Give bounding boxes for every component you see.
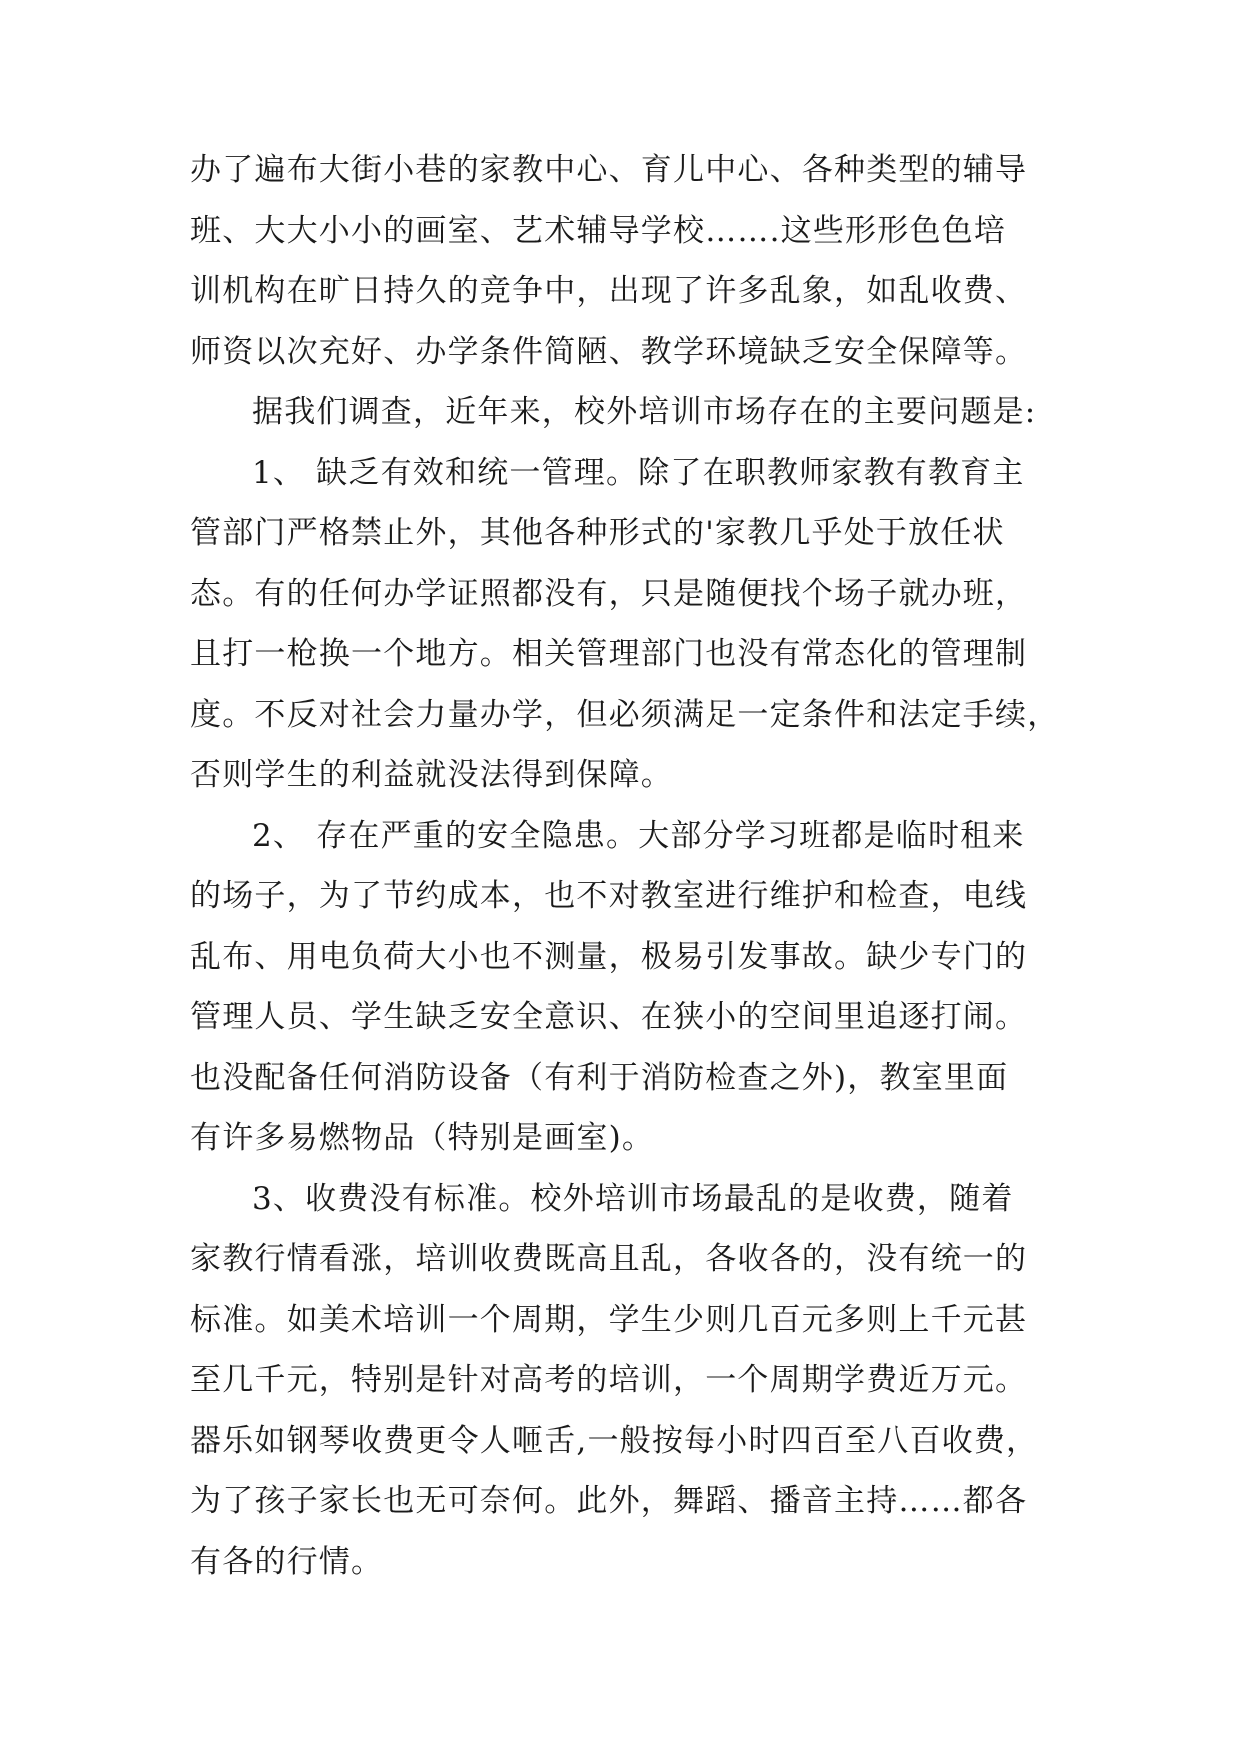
text-line: 态。有的任何办学证照都没有，只是随便找个场子就办班， bbox=[190, 575, 1028, 612]
text-line: 标准。如美术培训一个周期，学生少则几百元多则上千元甚 bbox=[190, 1301, 1028, 1338]
text-line: 否则学生的利益就没法得到保障。 bbox=[190, 757, 673, 793]
text-line: 管部门严格禁止外，其他各种形式的'家教几乎处于放任状 bbox=[190, 515, 1005, 551]
text-line: 家教行情看涨，培训收费既高且乱，各收各的，没有统一的 bbox=[190, 1241, 1028, 1277]
text-line: 1、 缺乏有效和统一管理。除了在职教师家教有教育主 bbox=[252, 454, 1025, 491]
text-line: 师资以次充好、办学条件简陋、教学环境缺乏安全保障等。 bbox=[190, 333, 1028, 370]
text-line: 至几千元，特别是针对高考的培训，一个周期学费近万元。 bbox=[190, 1362, 1028, 1398]
text-line: 有各的行情。 bbox=[190, 1543, 384, 1580]
text-line: 管理人员、学生缺乏安全意识、在狭小的空间里追逐打闹。 bbox=[190, 999, 1028, 1035]
body-text bbox=[190, 140, 1060, 1592]
text-line: 2、 存在严重的安全隐患。大部分学习班都是临时租来 bbox=[252, 817, 1025, 854]
text-line: 有许多易燃物品（特别是画室)。 bbox=[190, 1120, 655, 1156]
text-line: 据我们调查，近年来，校外培训市场存在的主要问题是: bbox=[252, 394, 1037, 430]
text-line: 也没配备任何消防设备（有利于消防检查之外)，教室里面 bbox=[190, 1059, 1009, 1096]
text-line: 的场子，为了节约成本，也不对教室进行维护和检查，电线 bbox=[190, 878, 1028, 914]
text-line: 班、大大小小的画室、艺术辅导学校…….这些形形色色培 bbox=[190, 212, 1007, 249]
text-line: 3、收费没有标准。校外培训市场最乱的是收费，随着 bbox=[252, 1180, 1014, 1217]
text-line: 训机构在旷日持久的竞争中，出现了许多乱象，如乱收费、 bbox=[190, 273, 1028, 309]
text-line: 乱布、用电负荷大小也不测量，极易引发事故。缺少专门的 bbox=[190, 938, 1028, 975]
text-line: 器乐如钢琴收费更令人咂舌,一般按每小时四百至八百收费， bbox=[190, 1422, 1039, 1459]
text-line: 且打一枪换一个地方。相关管理部门也没有常态化的管理制 bbox=[190, 636, 1028, 672]
text-line: 办了遍布大街小巷的家教中心、育儿中心、各种类型的辅导 bbox=[190, 152, 1028, 188]
text-line: 度。不反对社会力量办学，但必须满足一定条件和法定手续， bbox=[190, 696, 1060, 733]
text-line: 为了孩子家长也无可奈何。此外，舞蹈、播音主持……都各 bbox=[190, 1483, 1028, 1519]
